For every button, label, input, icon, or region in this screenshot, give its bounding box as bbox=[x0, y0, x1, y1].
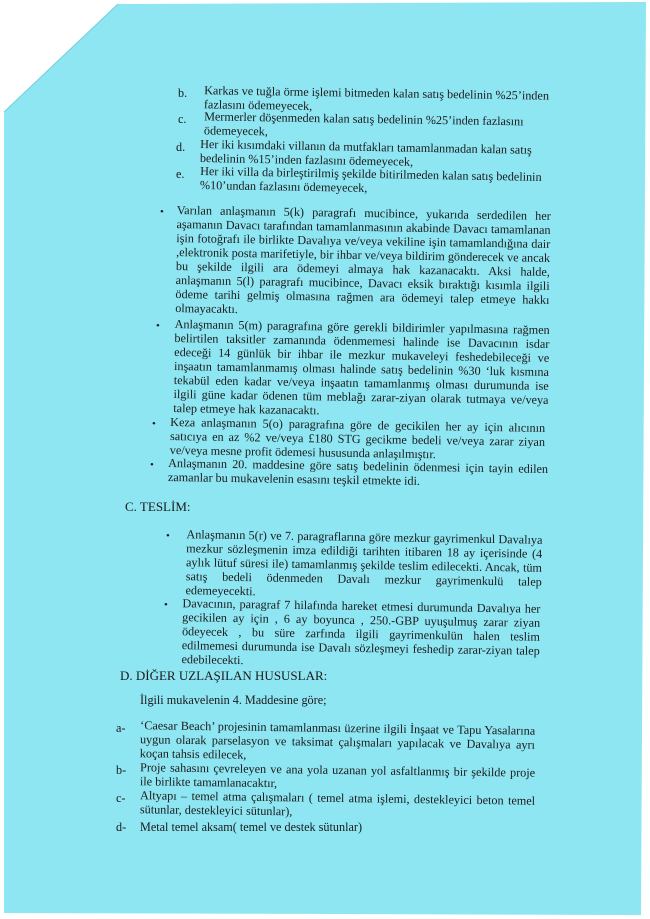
list-marker: c. bbox=[178, 112, 187, 126]
section-heading: C. TESLİM: bbox=[125, 499, 191, 514]
list-marker: c- bbox=[116, 791, 126, 805]
paragraph: Anlaşmanın 20. maddesine göre satış bedelinin ödenmesi için tayin edilen zamanlar bu mukavelenin esasını teşkil etmekte idi. bbox=[167, 456, 549, 488]
bullet-icon: • bbox=[164, 599, 168, 611]
list-item: Her iki kısımdaki villanın da mutfakları tamamlanmadan kalan satış bedelinin %15’inden fazlasını ödemeyecek, bbox=[199, 137, 532, 169]
list-marker: d. bbox=[176, 140, 186, 154]
paragraph: Varılan anlaşmanın 5(k) paragrafı mucibince, yukarıda serdedilen her aşamanın Davacı tarafından tamamlanmasının akabinde Davacı tamamlanan işin fotoğrafı ile birlikte Davalıya ve/veya vekiline işin tamamlandığına dair ,elektronik posta marifetiyle, bir ihbar ve/veya bildirim gönderecek ve ancak bu şekilde ilgili ara ödemeyi almaya hak kazanacaktı. Aksi halde, anlaşmanın 5(l) paragrafı mucibince, Davacı eksik bıraktığı kısımla ilgili ödeme tarihi gelmiş olmasına rağmen ara ödemeyi talep etmeye hakkı olmayacaktı. bbox=[175, 203, 551, 317]
list-item: Altyapı – temel atma çalışmaları ( temel atma işlemi, destekleyici beton temel sütunlar, destekleyici sütunlar), bbox=[139, 788, 536, 819]
list-marker: d- bbox=[116, 820, 127, 834]
bullet-icon: • bbox=[150, 459, 154, 471]
list-item: Mermerler döşenmeden kalan satış bedelinin %25’inden fazlasını ödemeyecek, bbox=[203, 109, 524, 139]
paragraph: Anlaşmanın 5(r) ve 7. paragraflarına göre mezkur gayrimenkul Davalıya mezkur sözleşmenin imza edildiği tarihten itibaren 18 ay içerisinde (4 aylık lütuf süresi ile) tamamlanmış şekilde teslim edilecekti. Ancak, tüm satış bedeli ödenmeden Davalı mezkur gayrimenkulü talep edemeyecekti. bbox=[185, 527, 543, 599]
list-item: Karkas ve tuğla örme işlemi bitmeden kalan satış bedelinin %25’inden fazlasını ödemeyecek, bbox=[203, 83, 550, 113]
paragraph: Anlaşmanın 5(m) paragrafına göre gerekli bildirimler yapılmasına rağmen belirtilen taksitler zamanında ödenmemesi halinde ise Davacının isdar edeceği 14 günlük bir ihbar ile mezkur mukaveleyi feshedebileceği ve inşaatın tamamlanmamış olması halinde satış bedelinin %30 ‘luk kısmına tekabül eden kadar ve/veya inşaatın tamamlanmış olması durumunda ise ilgili güne kadar ödenen tüm meblağı zarar-ziyan olarak tutmaya ve/veya talep etmeye hak kazanacaktı. bbox=[173, 317, 550, 418]
bullet-icon: • bbox=[156, 320, 160, 332]
section-intro: İlgili mukavelenin 4. Maddesine göre; bbox=[140, 693, 327, 707]
list-marker: b- bbox=[116, 763, 127, 777]
bullet-icon: • bbox=[152, 418, 156, 430]
paragraph: Keza anlaşmanın 5(o) paragrafına göre de gecikilen her ay için alıcının satıcıya en az %2 ve/veya £180 STG gecikme bedeli ve/veya zarar ziyan ve/veya mesne profit ödemesi hususunda anlaşılmıştır. bbox=[169, 415, 546, 462]
list-item: Her iki villa da birleştirilmiş şekilde bitirilmeden kalan satış bedelinin %10’undan fazlasını ödemeyecek, bbox=[199, 164, 542, 195]
list-marker: b. bbox=[178, 86, 188, 100]
list-item: Metal temel aksam( temel ve destek sütunlar) bbox=[140, 820, 363, 834]
list-marker: a- bbox=[116, 721, 126, 735]
bullet-icon: • bbox=[160, 206, 164, 218]
list-item: Proje sahasını çevreleyen ve ana yola uzanan yol asfaltlanmış bir şekilde proje ile birlikte tamamlanacaktır, bbox=[139, 760, 536, 791]
section-heading: D. DİĞER UZLAŞILAN HUSUSLAR: bbox=[120, 668, 328, 683]
list-marker: e. bbox=[176, 167, 185, 181]
bullet-icon: • bbox=[166, 530, 170, 542]
paragraph: Davacının, paragraf 7 hilafında hareket etmesi durumunda Davalıya her gecikilen ay için , 6 ay boyunca , 250.-GBP uyuşulmuş zarar ziyan ödeyecek , bu süre zarfında ilgili gayrimenkulün halen teslim edilmemesi durumunda ise Davalı sözleşmeyi feshedip zarar-ziyan talep edebilecekti. bbox=[181, 596, 541, 668]
list-item: ‘Caesar Beach’ projesinin tamamlanması üzerine ilgili İnşaat ve Tapu Yasalarına uygun olarak parselasyon ve taksimat çalışmaları yapılacak ve Davalıya ayrı koçan tahsis edilecek, bbox=[139, 718, 536, 762]
